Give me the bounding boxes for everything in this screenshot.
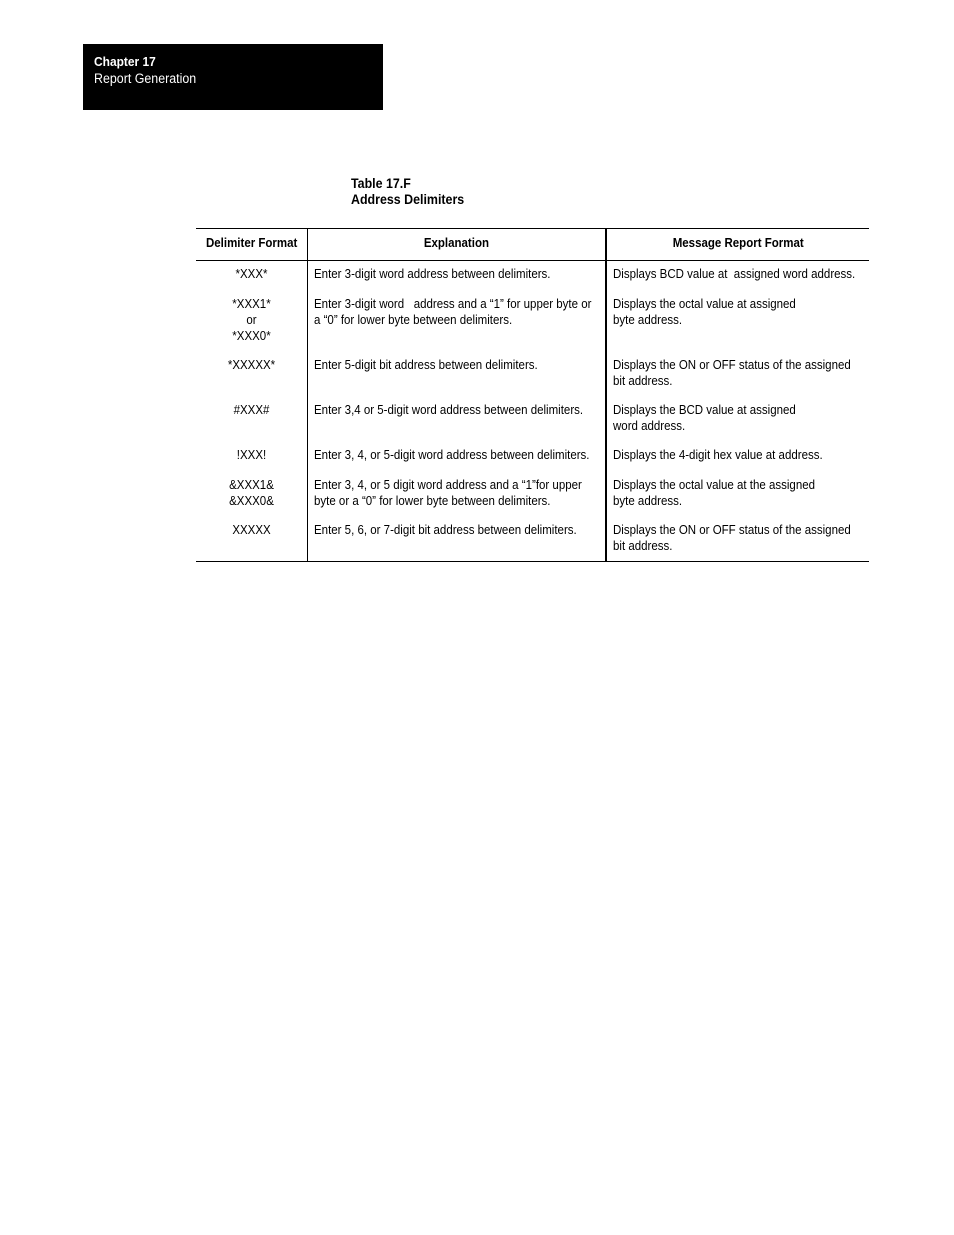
header-divider: [196, 260, 869, 261]
cell-text-line: or: [246, 313, 257, 327]
cell-text-line: Enter 3, 4, or 5-digit word address between delimiters.: [314, 448, 590, 462]
column-header-explanation: Explanation: [423, 236, 490, 250]
message-report-format-cell: [613, 296, 868, 328]
explanation-cell: [314, 477, 604, 509]
table-number: Table 17.F: [351, 176, 411, 191]
explanation-cell: [314, 357, 604, 373]
table-caption: [351, 176, 474, 208]
cell-text-line: byte or a “0” for lower byte between delimiters.: [314, 494, 551, 508]
cell-text-line: Enter 3-digit word address between delimiters.: [314, 267, 551, 281]
cell-text-line: XXXXX: [232, 523, 271, 537]
cell-text-line: *XXX0*: [232, 329, 271, 343]
cell-text-line: Displays the ON or OFF status of the assigned: [613, 358, 851, 372]
cell-text-line: Enter 5-digit bit address between delimiters.: [314, 358, 538, 372]
cell-text-line: Enter 3, 4, or 5 digit word address and a “1”for upper: [314, 478, 582, 492]
message-report-format-cell: [613, 357, 868, 389]
cell-text-line: *XXX1*: [232, 297, 271, 311]
cell-text-line: Displays the ON or OFF status of the assigned: [613, 523, 851, 537]
cell-text-line: byte address.: [613, 313, 683, 327]
column-header-message-report-format: Message Report Format: [672, 236, 804, 250]
cell-text-line: word address.: [613, 419, 686, 433]
cell-text-line: Enter 5, 6, or 7-digit bit address between delimiters.: [314, 523, 577, 537]
chapter-number: Chapter 17: [94, 54, 156, 69]
message-report-format-cell: [613, 477, 868, 509]
delimiter-format-cell: [196, 522, 307, 538]
explanation-cell: [314, 447, 604, 463]
cell-text-line: *XXX*: [235, 267, 268, 281]
cell-text-line: byte address.: [613, 494, 683, 508]
cell-text-line: Displays the 4-digit hex value at address.: [613, 448, 823, 462]
cell-text-line: &XXX0&: [229, 494, 274, 508]
cell-text-line: !XXX!: [236, 448, 267, 462]
column-header-delimiter-format: Delimiter Format: [205, 236, 298, 250]
cell-text-line: *XXXXX*: [227, 358, 276, 372]
column-divider: [605, 229, 607, 561]
cell-text-line: Enter 3,4 or 5-digit word address between delimiters.: [314, 403, 584, 417]
delimiter-format-cell: [196, 296, 307, 344]
table-title: Address Delimiters: [351, 192, 465, 207]
explanation-cell: [314, 522, 604, 538]
delimiter-format-cell: [196, 266, 307, 282]
cell-text-line: Displays the BCD value at assigned: [613, 403, 796, 417]
message-report-format-cell: [613, 522, 868, 554]
explanation-cell: [314, 296, 604, 328]
cell-text-line: Displays the octal value at assigned: [613, 297, 796, 311]
message-report-format-cell: [613, 402, 868, 434]
delimiter-format-cell: [196, 357, 307, 373]
address-delimiters-table: [196, 228, 869, 562]
delimiter-format-cell: [196, 402, 307, 418]
delimiter-format-cell: [196, 447, 307, 463]
cell-text-line: #XXX#: [233, 403, 270, 417]
cell-text-line: Displays BCD value at assigned word address.: [613, 267, 856, 281]
chapter-title: Report Generation: [94, 71, 197, 86]
cell-text-line: Enter 3-digit word address and a “1” for upper byte or: [314, 297, 592, 311]
delimiter-format-cell: [196, 477, 307, 509]
cell-text-line: bit address.: [613, 374, 673, 388]
explanation-cell: [314, 402, 604, 418]
column-divider: [307, 229, 308, 561]
chapter-header: [83, 44, 383, 110]
message-report-format-cell: [613, 447, 868, 463]
cell-text-line: &XXX1&: [229, 478, 274, 492]
cell-text-line: Displays the octal value at the assigned: [613, 478, 816, 492]
explanation-cell: [314, 266, 604, 282]
message-report-format-cell: [613, 266, 868, 282]
cell-text-line: bit address.: [613, 539, 673, 553]
cell-text-line: a “0” for lower byte between delimiters.: [314, 313, 513, 327]
